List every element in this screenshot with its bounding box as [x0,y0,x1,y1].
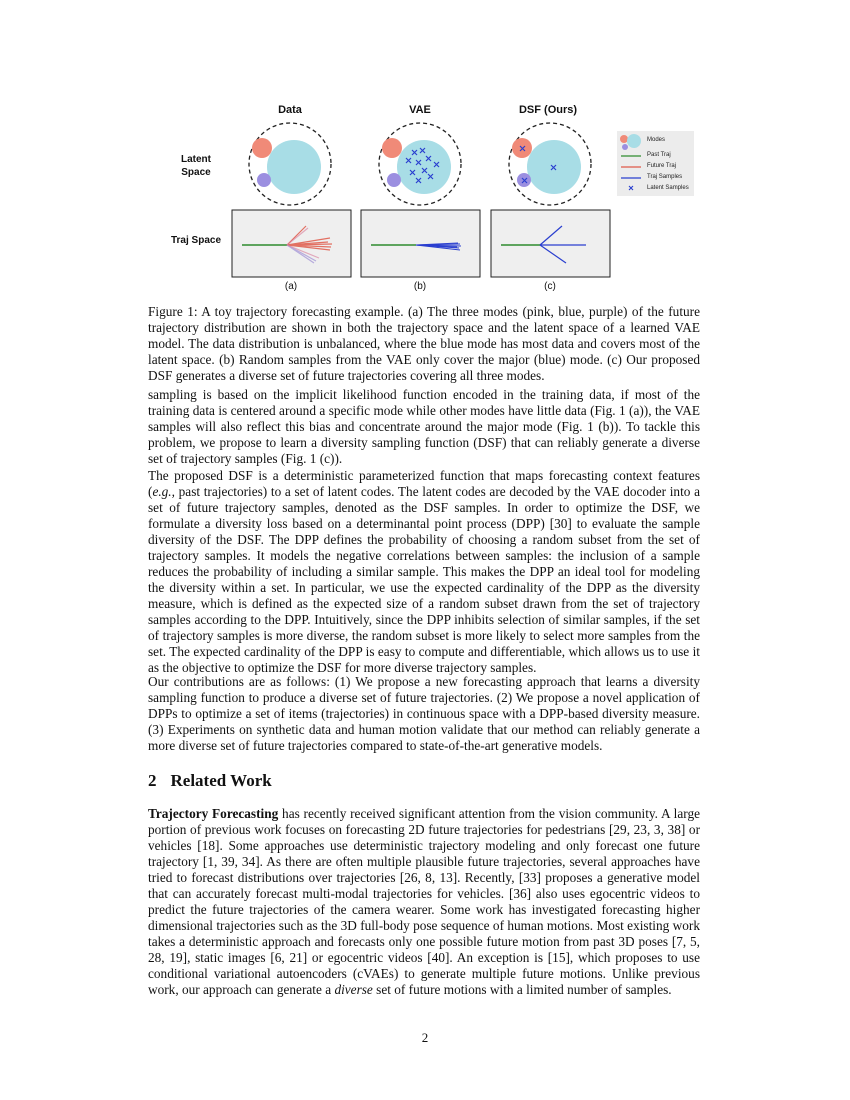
mode-purple-b [387,173,401,187]
latent-panel-c [509,123,591,205]
figure-legend [617,131,694,196]
column-title-vae: VAE [409,104,431,116]
sublabel-c: (c) [544,281,556,292]
figure-caption: Figure 1: A toy trajectory forecasting example. (a) The three modes (pink, blue, purple) of the future trajectory distribution are shown in both the trajectory space and the latent space of a learned VAE model. The data distribution is unbalanced, where the blue mode has most data and covers most of the latent space. (b) Random samples from the VAE only cover the major (blue) mode. (c) Our proposed DSF generates a diverse set of future trajectories covering all three modes. [148,304,700,383]
paragraph-3: Our contributions are as follows: (1) We propose a new forecasting approach that learns a diversity sampling function to produce a diverse set of future trajectories. (2) We propose a novel application of DPPs to optimize a set of items (trajectories) in continuous space with a DPP-based diversity measure. (3) Experiments on synthetic data and human motion validate that our method can reliably generate a more diverse set of future trajectories compared to state-of-the-art generative models. [148,674,700,753]
traj-panel-a [232,210,351,277]
row-label-latent-space: Latent Space [181,154,211,178]
paragraph-2 [148,468,700,676]
figure-1 [170,98,700,294]
traj-panel-c [491,210,610,277]
page-number: 2 [421,1030,429,1045]
column-title-dsf: DSF (Ours) [518,104,578,116]
paragraph-1: sampling is based on the implicit likelihood function encoded in the training data, if most of the training data is centered around a specific mode while other modes have little data (Fig. 1 (a)), the VAE samples will also reflect this bias and concentrate around the major mode (Fig. 1 (b)). To tackle this problem, we propose to learn a diversity sampling function (DSF) that can reliably generate a diverse set of trajectory samples (Fig. 1 (c)). [148,387,700,466]
mode-blue-a [267,140,321,194]
section-heading [148,771,272,791]
latent-panel-a [249,123,331,205]
legend-latent-samples: Latent Samples [647,185,689,191]
paragraph-2-eg: e.g., [152,484,175,499]
related-work-paragraph [148,806,700,998]
figure-graphics [170,98,700,294]
related-text-a: has recently received significant attention from the vision community. A large portion of previous work focuses on forecasting 2D future trajectories for pedestrians [29, 23, 3, 38] or vehicles [18]. Some approaches use deterministic trajectory modeling and only forecast one future trajectory [1, 39, 34]. As there are often multiple plausible future trajectories, several approaches have tried to forecast distributions over trajectories [26, 8, 13]. Recently, [33] proposes a generative model that can accurately forecast multi-modal trajectories for vehicles. [36] also uses egocentric videos to predict the future trajectories of the camera wearer. Some work has investigated forecasting higher dimensional trajectories such as the 3D full-body pose sequence of human motions. Most existing work takes a deterministic approach and forecasts only one possible future motion from past 3D poses [7, 5, 28, 19], static images [6, 21] or egocentric videos [40]. An exception is [15], which proposes to use conditional variational autoencoders (cVAEs) to generate multiple future motions. Unlike previous work, our approach can generate a [148,806,700,997]
column-title-data: Data [278,104,302,116]
related-emphasis: diverse [334,982,373,997]
legend-modes: Modes [647,137,666,143]
section-number: 2 [148,771,157,790]
latent-panel-b [379,123,461,205]
sublabel-b: (b) [413,281,427,292]
traj-panel-b [361,210,480,277]
related-runin-heading: Trajectory Forecasting [148,806,279,821]
legend-future-traj: Future Traj [647,163,677,169]
mode-pink-a [252,138,272,158]
mode-pink-b [382,138,402,158]
paragraph-2-start: The proposed DSF is a deterministic parameterized function that maps forecasting context features ( [148,468,700,499]
related-text-b: set of future motions with a limited number of samples. [372,982,672,997]
mode-purple-a [257,173,271,187]
section-title: Related Work [170,771,272,790]
row-label-traj-space: Traj Space [170,235,222,246]
mode-blue-b [397,140,451,194]
sublabel-a: (a) [284,281,298,292]
paragraph-2-rest: past trajectories) to a set of latent codes. The latent codes are decoded by the VAE docoder into a set of future trajectory samples, denoted as the DSF samples. In order to optimize the DSF, we formulate a diversity loss based on a determinantal point process (DPP) [30] to evaluate the sample diversity of the DSF. The DPP defines the probability of choosing a random subset from the set of trajectory samples. It models the negative correlations between samples: the inclusion of a sample reduces the probability of including a similar sample. This makes the DPP an ideal tool for modeling the diversity within a set. In particular, we use the expected cardinality of the DPP as the diversity measure, which is defined as the expected size of a random subset drawn from the set of trajectory samples according to the DPP. Intuitively, since the DPP inhibits selection of similar samples, if the set of trajectory samples is more diverse, the random subset is more likely to select more samples from the set. The expected cardinality of the DPP is easy to compute and differentiable, which allows us to use it as the objective to optimize the DSF for more diverse trajectory samples. [148,484,700,675]
legend-traj-samples: Traj Samples [647,174,683,180]
legend-past-traj: Past Traj [647,152,671,158]
